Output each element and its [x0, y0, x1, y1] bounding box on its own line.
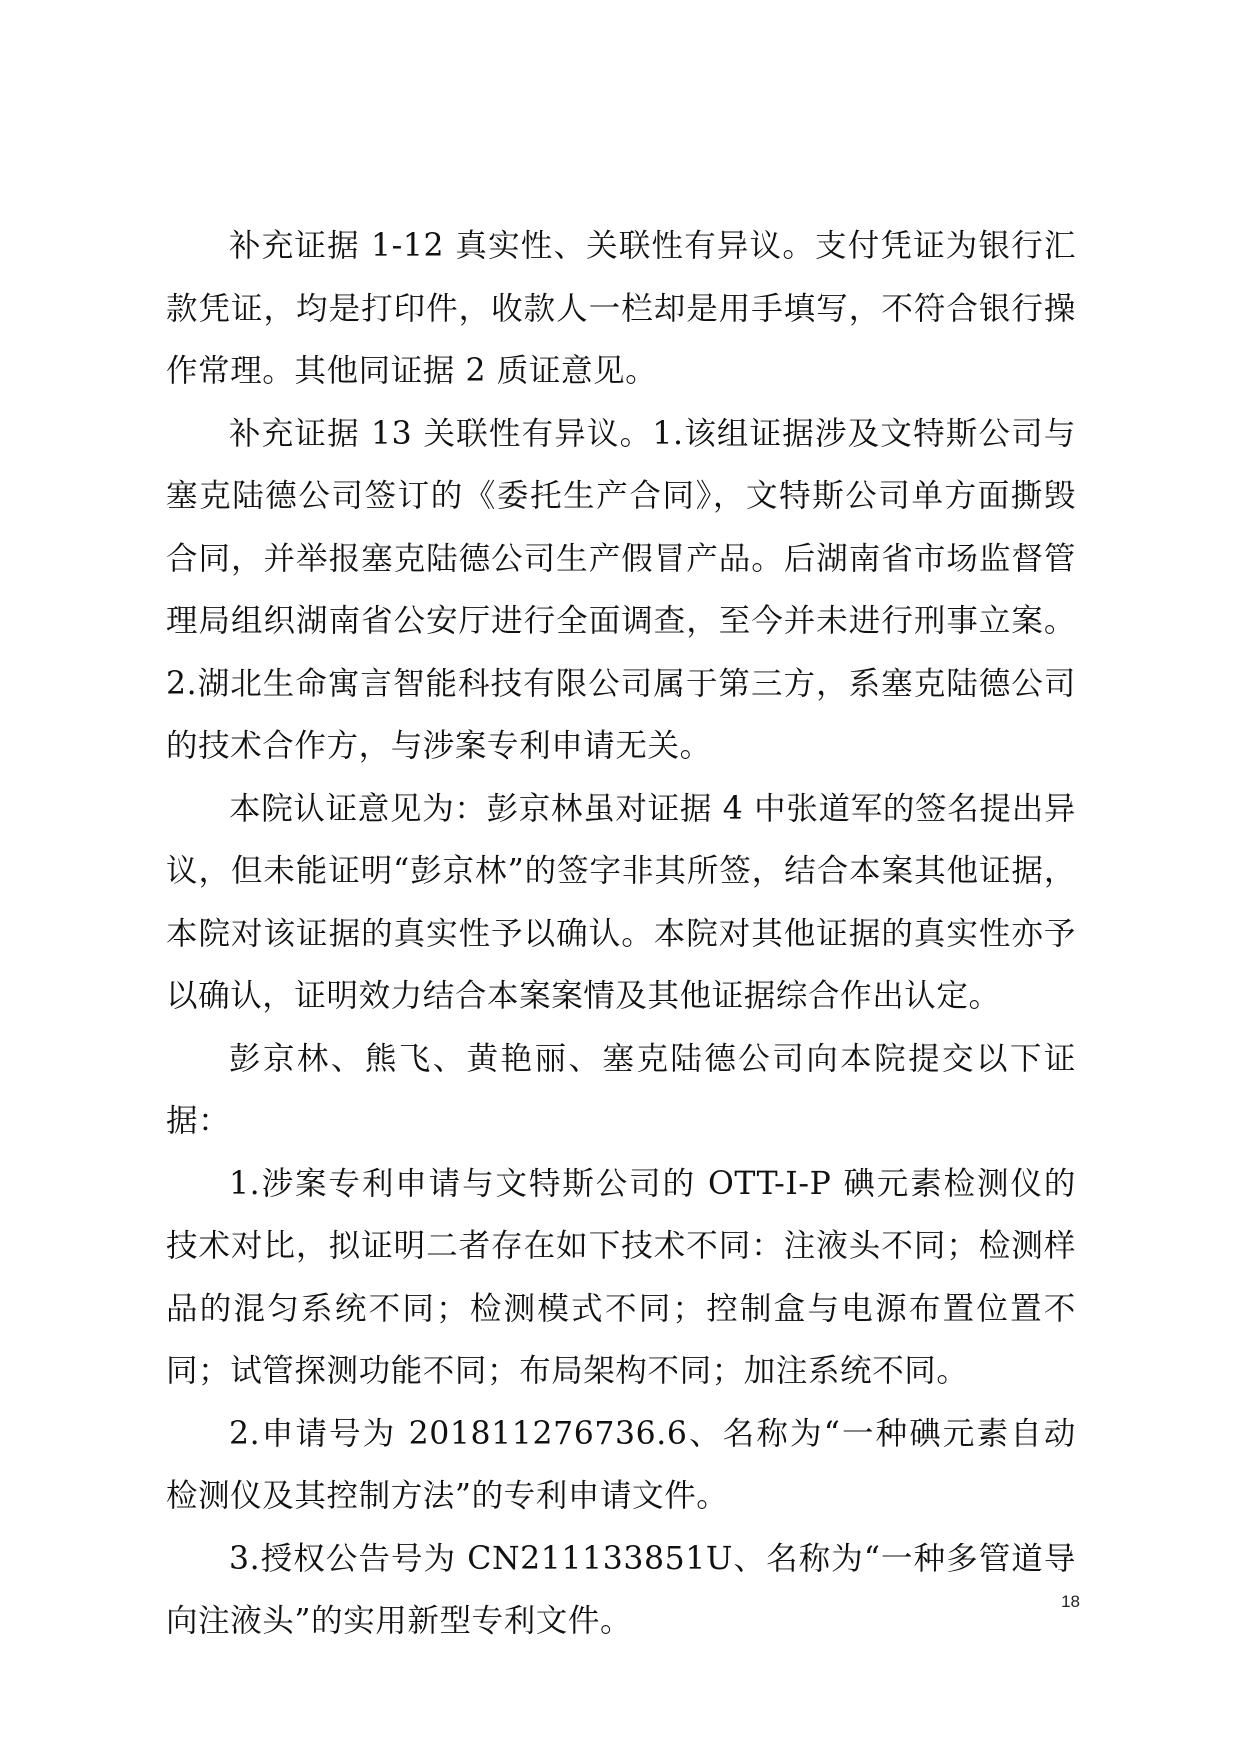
document-body	[166, 215, 1076, 1653]
paragraph-evidence-intro: 彭京林、熊飞、黄艳丽、塞克陆德公司向本院提交以下证据：	[166, 1040, 1076, 1139]
paragraph-evidence-item-3: 3.授权公告号为 CN211133851U、名称为“一种多管道导向注液头”的实用新型专利文件。	[166, 1540, 1076, 1639]
paragraph-court-opinion: 本院认证意见为：彭京林虽对证据 4 中张道军的签名提出异议，但未能证明“彭京林”的签字非其所签，结合本案其他证据，本院对该证据的真实性予以确认。本院对其他证据的真实性亦予以确认，证明效力结合本案案情及其他证据综合作出认定。	[166, 790, 1076, 1014]
page-number: 18	[1061, 1592, 1080, 1611]
paragraph-supplementary-evidence-1-12: 补充证据 1-12 真实性、关联性有异议。支付凭证为银行汇款凭证，均是打印件，收款人一栏却是用手填写，不符合银行操作常理。其他同证据 2 质证意见。	[166, 228, 1076, 389]
paragraph-evidence-item-2: 2.申请号为 201811276736.6、名称为“一种碘元素自动检测仪及其控制方法”的专利申请文件。	[166, 1415, 1076, 1514]
paragraph-evidence-item-1: 1.涉案专利申请与文特斯公司的 OTT-I-P 碘元素检测仪的技术对比，拟证明二者存在如下技术不同：注液头不同；检测样品的混匀系统不同；检测模式不同；控制盒与电源布置位置不同；试管探测功能不同；布局架构不同；加注系统不同。	[166, 1165, 1076, 1389]
paragraph-supplementary-evidence-13: 补充证据 13 关联性有异议。1.该组证据涉及文特斯公司与塞克陆德公司签订的《委托生产合同》，文特斯公司单方面撕毁合同，并举报塞克陆德公司生产假冒产品。后湖南省市场监督管理局组织湖南省公安厅进行全面调查，至今并未进行刑事立案。2.湖北生命寓言智能科技有限公司属于第三方，系塞克陆德公司的技术合作方，与涉案专利申请无关。	[166, 415, 1076, 764]
